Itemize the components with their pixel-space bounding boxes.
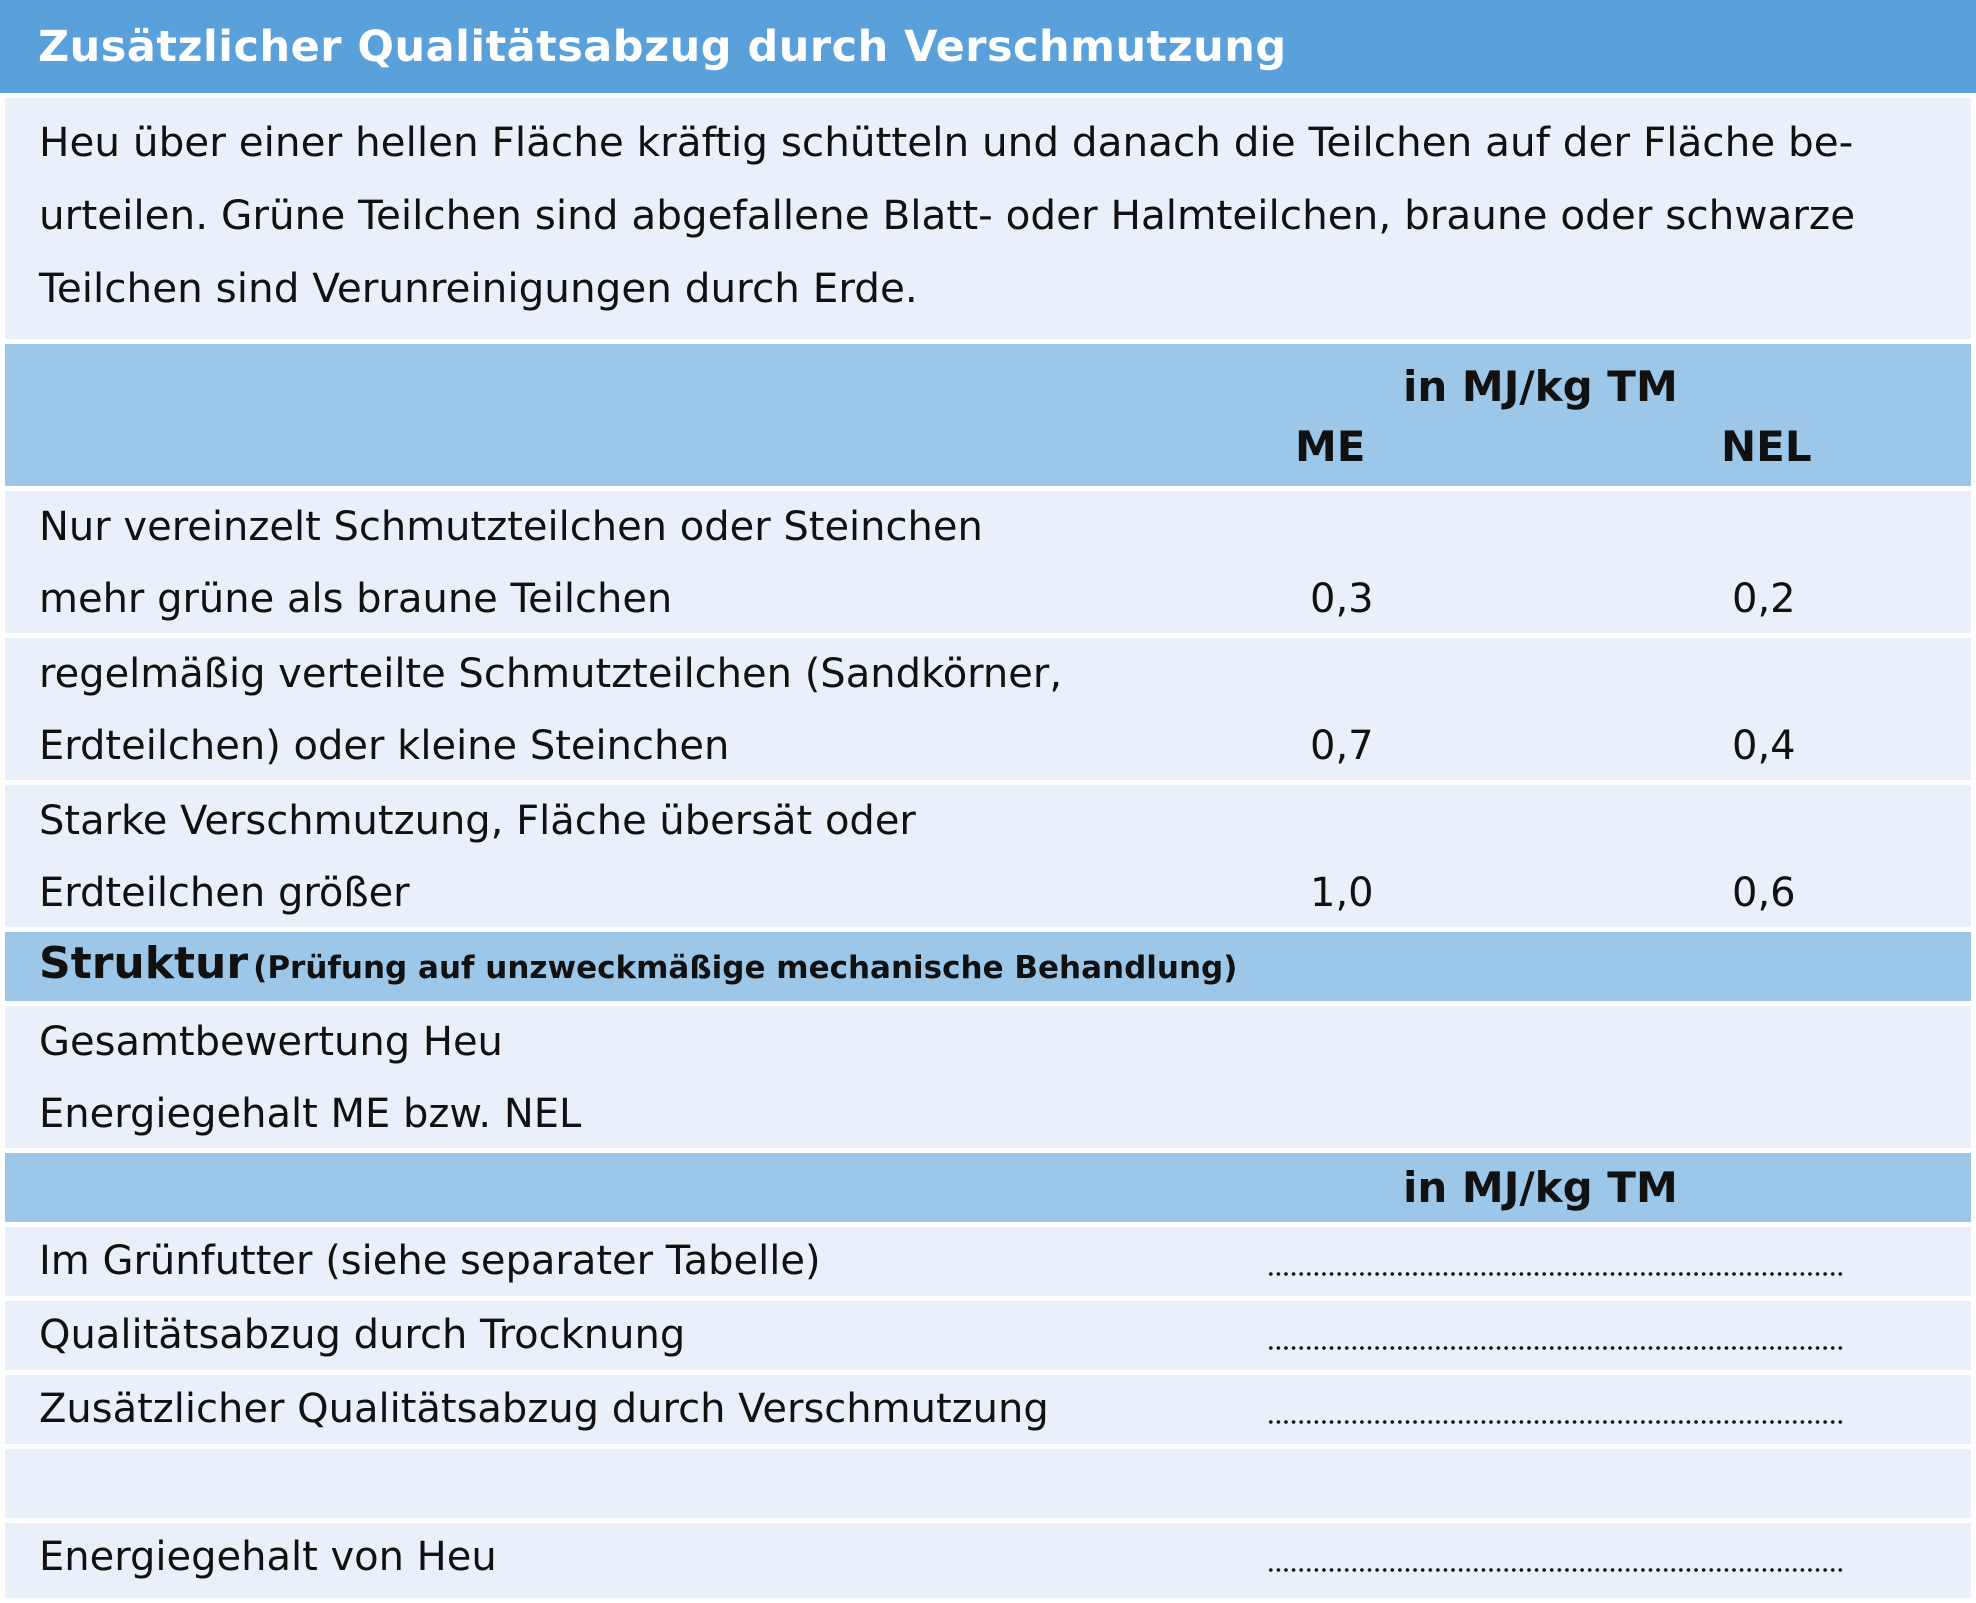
nel-value: 0,4 (1732, 723, 1796, 769)
table-title: Zusätzlicher Qualitätsabzug durch Verschmutzung (38, 22, 1287, 72)
final-row-label: Energiegehalt von Heu (39, 1534, 497, 1580)
row-text-line2: Erdteilchen) oder kleine Steinchen (39, 723, 730, 769)
row-text-line2: Erdteilchen größer (39, 870, 410, 916)
final-row (5, 1523, 1971, 1598)
struktur-note: (Prüfung auf unzweckmäßige mechanische Behandlung) (253, 950, 1238, 986)
struktur-heading (39, 938, 1237, 989)
gesamt-line1: Gesamtbewertung Heu (39, 1019, 503, 1065)
row-text-line2: mehr grüne als braune Teilchen (39, 576, 673, 622)
fill-row-label: Zusätzlicher Qualitätsabzug durch Verschmutzung (39, 1386, 1049, 1432)
table-row (5, 491, 1971, 633)
intro-line: urteilen. Grüne Teilchen sind abgefallene Blatt- oder Halmteilchen, braune oder schwarze (39, 191, 1856, 239)
column-header-nel: NEL (1721, 422, 1812, 471)
struktur-label: Struktur (39, 938, 249, 989)
fill-in-dotted-line (1267, 1271, 1845, 1277)
table-row (5, 785, 1971, 927)
intro-line: Heu über einer hellen Fläche kräftig schütteln und danach die Teilchen auf der Fläche be- (39, 118, 1854, 166)
intro-box (5, 98, 1971, 339)
fill-row (5, 1301, 1971, 1370)
me-value: 1,0 (1310, 870, 1374, 916)
row-text-line1: Nur vereinzelt Schmutzteilchen oder Steinchen (39, 504, 983, 550)
column-header-me: ME (1295, 422, 1366, 471)
fill-row-label: Qualitätsabzug durch Trocknung (39, 1312, 686, 1358)
title-bar (0, 0, 1976, 93)
fill-row (5, 1227, 1971, 1296)
intro-line: Teilchen sind Verunreinigungen durch Erde. (39, 264, 918, 312)
column-header-band (5, 344, 1971, 486)
fill-in-dotted-line (1267, 1567, 1845, 1573)
nel-value: 0,6 (1732, 870, 1796, 916)
me-value: 0,3 (1310, 576, 1374, 622)
table-row (5, 638, 1971, 780)
fill-row (5, 1375, 1971, 1444)
struktur-band (5, 932, 1971, 1001)
unit-band (5, 1153, 1971, 1222)
gesamt-row (5, 1006, 1971, 1148)
fill-in-dotted-line (1267, 1419, 1845, 1425)
fill-in-dotted-line (1267, 1345, 1845, 1351)
fill-row-label: Im Grünfutter (siehe separater Tabelle) (39, 1238, 821, 1284)
intro-text (39, 106, 1939, 325)
row-text-line1: regelmäßig verteilte Schmutzteilchen (Sandkörner, (39, 651, 1063, 697)
nel-value: 0,2 (1732, 576, 1796, 622)
unit-label-2: in MJ/kg TM (1403, 1163, 1678, 1212)
unit-label: in MJ/kg TM (1403, 362, 1678, 411)
me-value: 0,7 (1310, 723, 1374, 769)
empty-row (5, 1449, 1971, 1518)
gesamt-line2: Energiegehalt ME bzw. NEL (39, 1091, 582, 1137)
row-text-line1: Starke Verschmutzung, Fläche übersät oder (39, 798, 916, 844)
